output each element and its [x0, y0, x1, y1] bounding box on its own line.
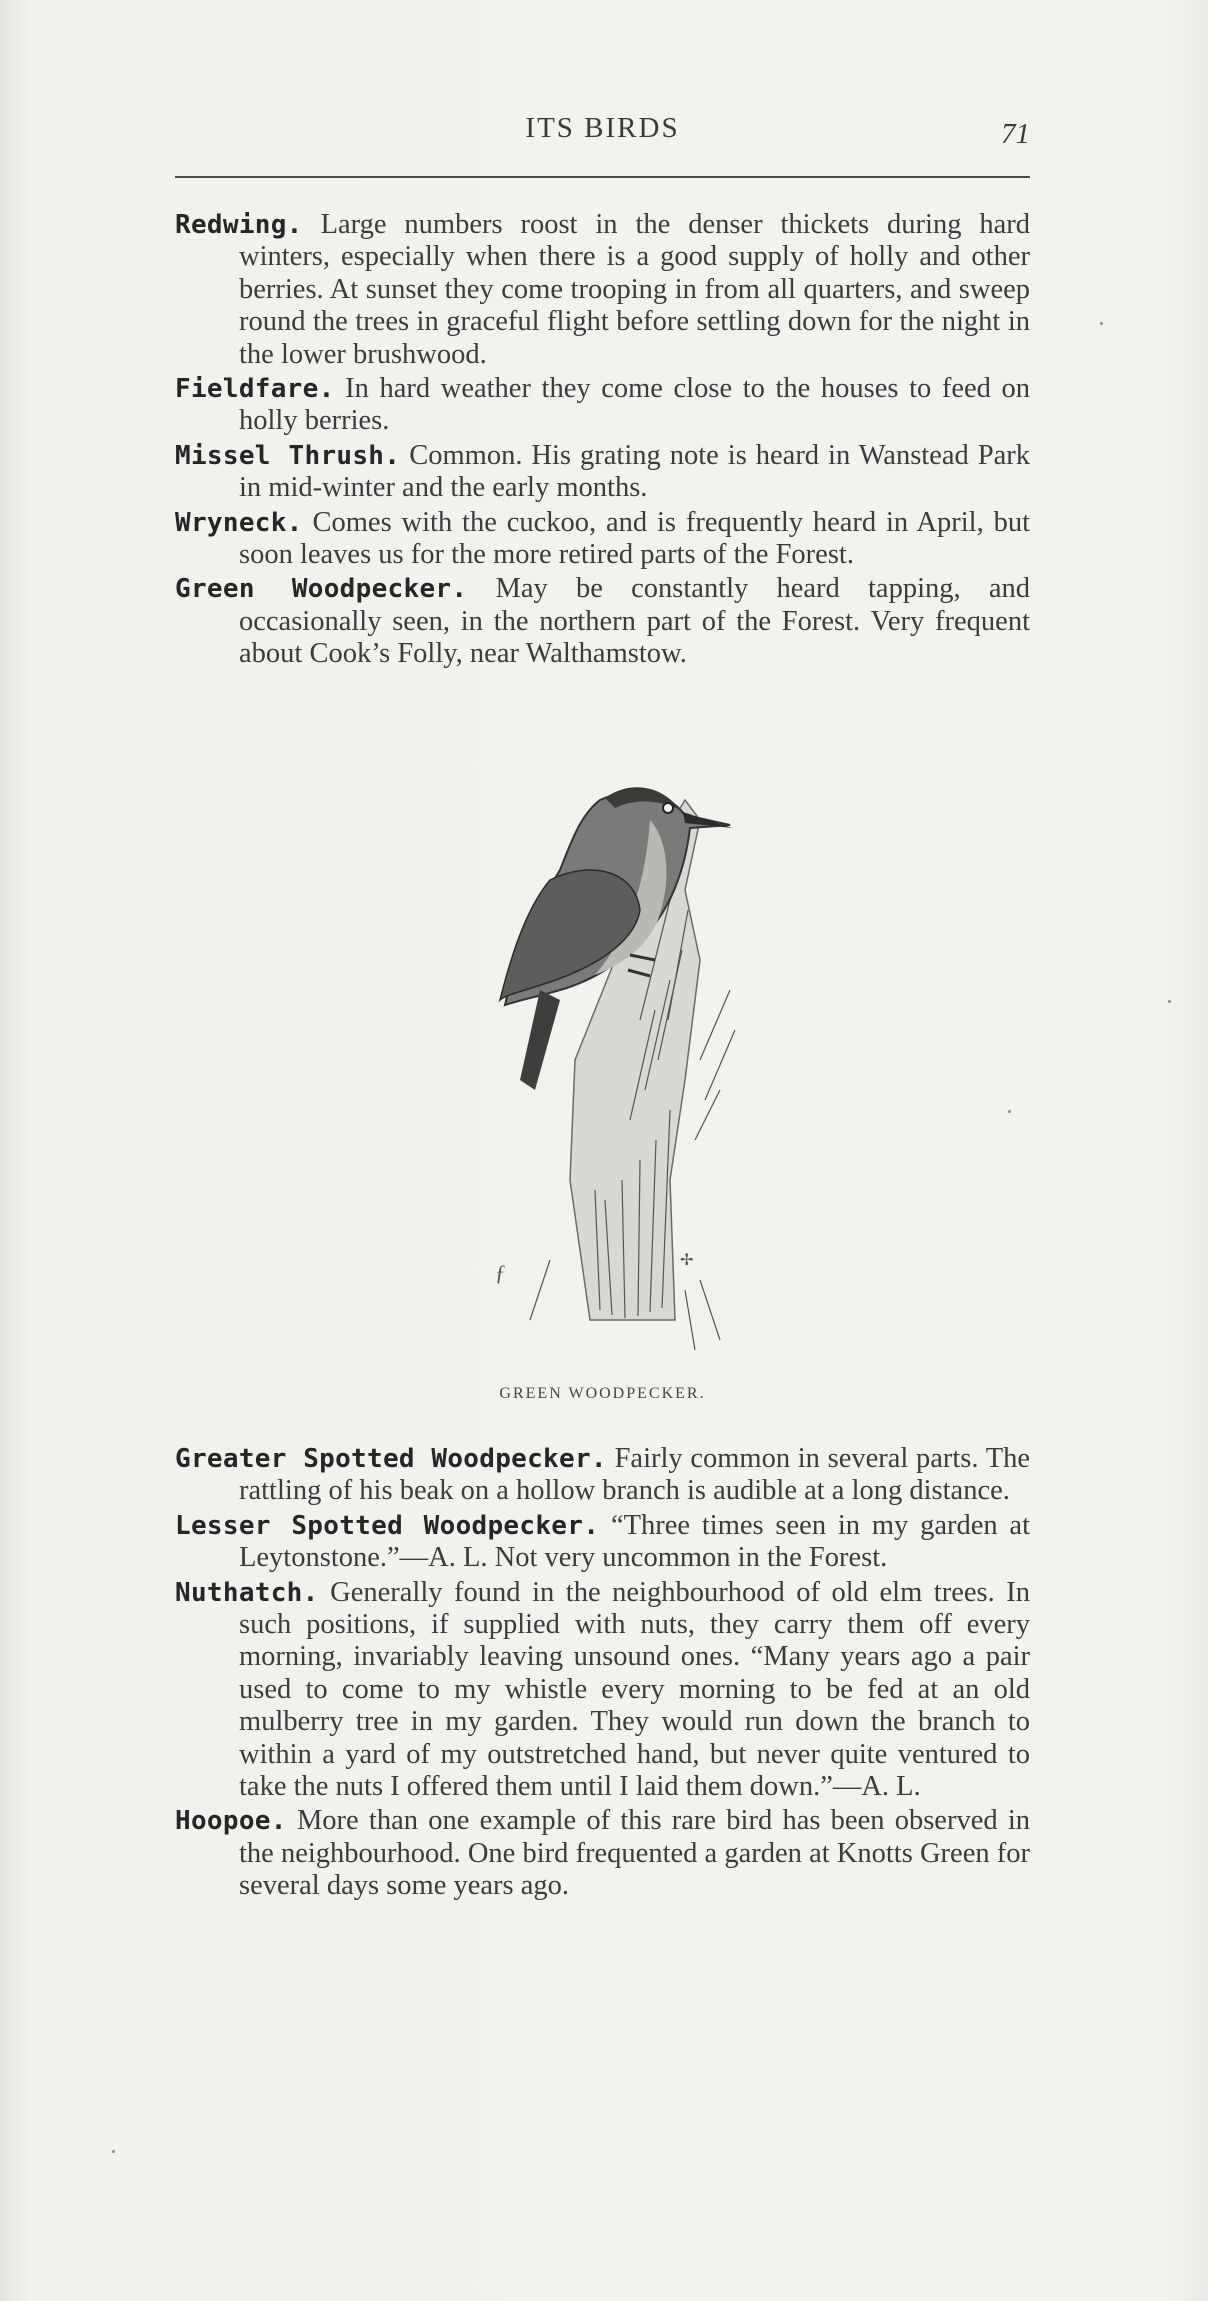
entry-term: Nuthatch.	[175, 1577, 319, 1608]
entry-text: Common. His grating note is heard in Wanstead Park in mid-winter and the early months.	[239, 439, 1030, 504]
entry-term: Hoopoe.	[175, 1806, 287, 1837]
entry-text: “Three times seen in my garden at Leytonstone.”—A. L. Not very uncommon in the Forest.	[239, 1509, 1030, 1574]
entry-term: Missel Thrush.	[175, 440, 401, 471]
artist-monogram: ✢	[680, 1252, 694, 1269]
entry-wryneck	[175, 507, 1030, 572]
paper-speck	[1168, 1000, 1171, 1003]
bird-eye	[663, 803, 673, 813]
page-header	[175, 108, 1030, 178]
page-number: 71	[1001, 118, 1030, 150]
entry-term: Lesser Spotted Woodpecker.	[175, 1510, 600, 1541]
entry-fieldfare	[175, 373, 1030, 438]
entry-text: Fairly common in several parts. The rattling of his beak on a hollow branch is audible at a long distance.	[239, 1443, 1030, 1507]
entry-term: Green Woodpecker.	[175, 574, 468, 605]
entry-missel-thrush	[175, 440, 1030, 505]
entry-term: Redwing.	[175, 210, 303, 240]
entry-nuthatch	[175, 1577, 1030, 1804]
paper-speck	[1100, 322, 1103, 325]
entry-text: Comes with the cuckoo, and is frequently heard in April, but soon leaves us for the more retired parts of the Forest.	[239, 506, 1030, 571]
entry-text: Generally found in the neighbourhood of old elm trees. In such positions, if supplied with nuts, they carry them off every morning, invariably leaving unsound ones. “Many years ago a pair used to come to my whistle every morning to be fed at an old mulberry tree in my garden. They would run down the branch to within a yard of my outstretched hand, but never quite ventured to take the nuts I offered them until I laid them down.”—A. L.	[239, 1576, 1030, 1803]
engraver-monogram: ƒ	[495, 1260, 506, 1285]
entry-text: May be constantly heard tapping, and occasionally seen, in the northern part of the Forest. Very frequent about Cook’s Folly, near Walthamstow.	[239, 573, 1030, 670]
entry-text: More than one example of this rare bird has been observed in the neighbourhood. One bird frequented a garden at Knotts Green for several days some years ago.	[239, 1805, 1031, 1902]
entry-lesser-spotted-woodpecker	[175, 1510, 1030, 1575]
entry-hoopoe	[175, 1805, 1030, 1902]
entry-text: In hard weather they come close to the houses to feed on holly berries.	[239, 373, 1030, 437]
entry-term: Fieldfare.	[175, 374, 335, 405]
paper-speck	[112, 2150, 115, 2153]
entry-list-top	[175, 209, 1030, 673]
entry-redwing	[175, 209, 1030, 371]
entry-text: Large numbers roost in the denser thickets during hard winters, especially when there is a good supply of holly and other berries. At sunset they come trooping in from all quarters, and sweep round the trees in graceful flight before settling down for the night in the lower brushwood.	[239, 209, 1030, 370]
bird-tail	[520, 990, 560, 1090]
entry-term: Greater Spotted Woodpecker.	[175, 1444, 607, 1474]
entry-greater-spotted-woodpecker	[175, 1443, 1030, 1508]
entry-term: Wryneck.	[175, 507, 303, 538]
paper-speck	[1008, 1110, 1011, 1113]
woodpecker-illustration	[400, 760, 800, 1360]
header-rule	[175, 176, 1030, 178]
figure-caption: GREEN WOODPECKER.	[499, 1385, 706, 1402]
running-head: ITS BIRDS	[525, 112, 680, 144]
entry-list-bottom	[175, 1443, 1030, 1905]
entry-green-woodpecker	[175, 573, 1030, 670]
woodpecker-engraving	[400, 760, 800, 1360]
